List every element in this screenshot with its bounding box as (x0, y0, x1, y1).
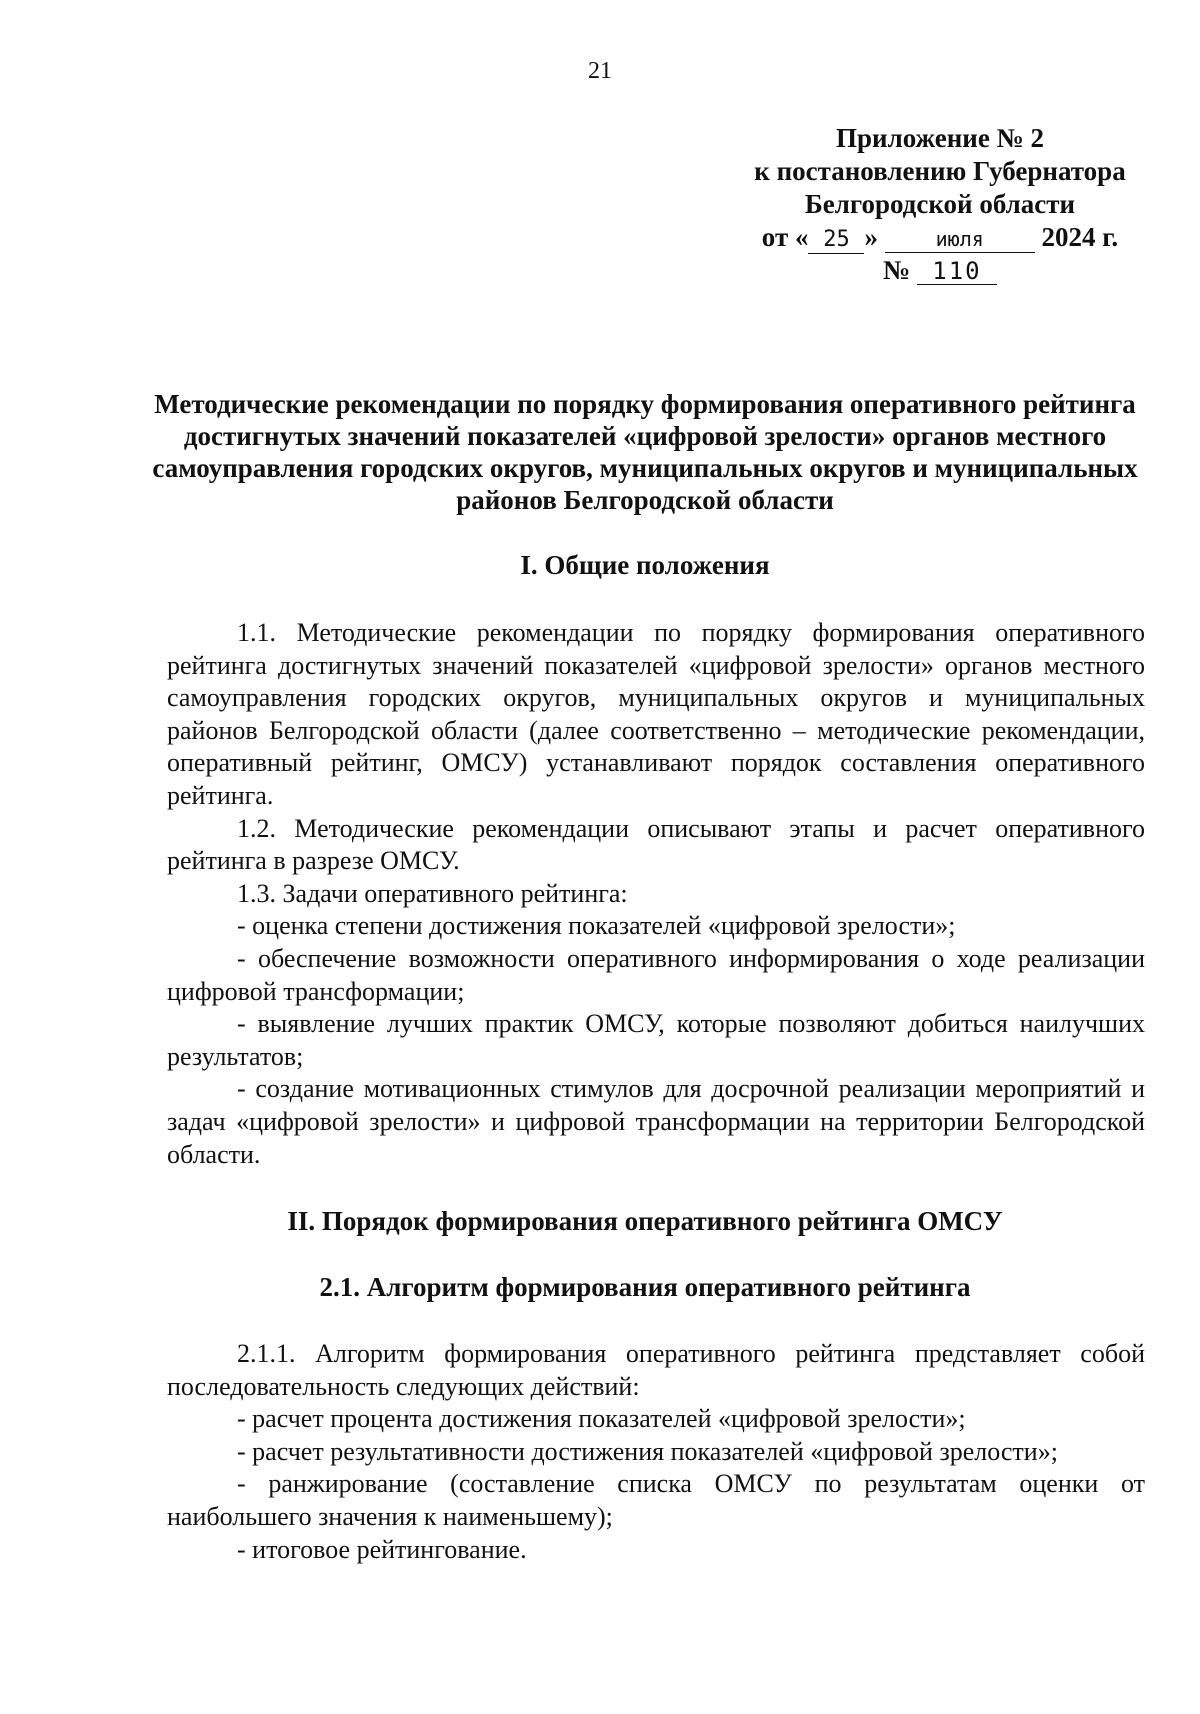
page-number: 21 (588, 58, 612, 84)
appendix-date-line (700, 221, 1180, 254)
appendix-decree-line: к постановлению Губернатора (754, 156, 1126, 186)
date-quote: » (864, 222, 878, 252)
algorithm-step: - расчет результативности достижения показателей «цифровой зрелости»; (237, 1436, 1058, 1466)
document-title: Методические рекомендации по порядку формирования оперативного рейтинга достигнутых значений показателей «цифровой зрелости» органов местного самоуправления городских округов, муниципальных округов и муниципальных районов Белгородской области (152, 389, 1138, 515)
paragraph-2-1-1: 2.1.1. Алгоритм формирования оперативного рейтинга представляет собой последовательность следующих действий: (167, 1339, 1145, 1401)
paragraph-1-2: 1.2. Методические рекомендации описывают этапы и расчет оперативного рейтинга в разрезе ОМСУ. (167, 813, 1145, 876)
appendix-region-line: Белгородской области (804, 189, 1076, 219)
algorithm-step: - расчет процента достижения показателей «цифровой зрелости»; (237, 1404, 966, 1434)
paragraph-1-3: 1.3. Задачи оперативного рейтинга: (237, 878, 628, 908)
subsection-2-1-heading: 2.1. Алгоритм формирования оперативного рейтинга (319, 1272, 971, 1302)
algorithm-step: - ранжирование (составление списка ОМСУ по результатам оценки от наибольшего значения к наименьшему); (167, 1469, 1145, 1531)
section-2-heading: II. Порядок формирования оперативного рейтинга ОМСУ (287, 1206, 1003, 1236)
algorithm-step: - итоговое рейтингование. (237, 1534, 527, 1564)
task-item: - выявление лучших практик ОМСУ, которые позволяют добиться наилучших результатов; (167, 1009, 1145, 1071)
task-item: - создание мотивационных стимулов для досрочной реализации мероприятий и задач «цифровой зрелости» и цифровой трансформации на территории Белгородской области. (167, 1074, 1145, 1169)
date-year: 2024 г. (1041, 222, 1119, 252)
task-item: - оценка степени достижения показателей «цифровой зрелости»; (237, 911, 956, 941)
number-sign: № (883, 255, 911, 285)
date-month: июля (885, 226, 1035, 253)
appendix-title: Приложение № 2 (836, 123, 1044, 153)
paragraph-1-1: 1.1. Методические рекомендации по порядку формирования оперативного рейтинга достигнутых значений показателей «цифровой зрелости» органов местного самоуправления городских округов, муниципальных округов и муниципальных районов Белгородской области (далее соответственно – методические рекомендации, оперативный рейтинг, ОМСУ) устанавливают порядок составления оперативного рейтинга. (167, 618, 1145, 810)
appendix-block (700, 122, 1180, 287)
decree-number: 110 (917, 258, 997, 285)
date-prefix: от « (761, 222, 809, 252)
section-1-heading: I. Общие положения (520, 550, 770, 580)
section-2-body (167, 1338, 1145, 1566)
appendix-number-line (700, 254, 1180, 287)
section-1-body (167, 617, 1145, 1171)
task-item: - обеспечение возможности оперативного информирования о ходе реализации цифровой трансформации; (167, 943, 1145, 1006)
date-day: 25 (808, 227, 864, 254)
